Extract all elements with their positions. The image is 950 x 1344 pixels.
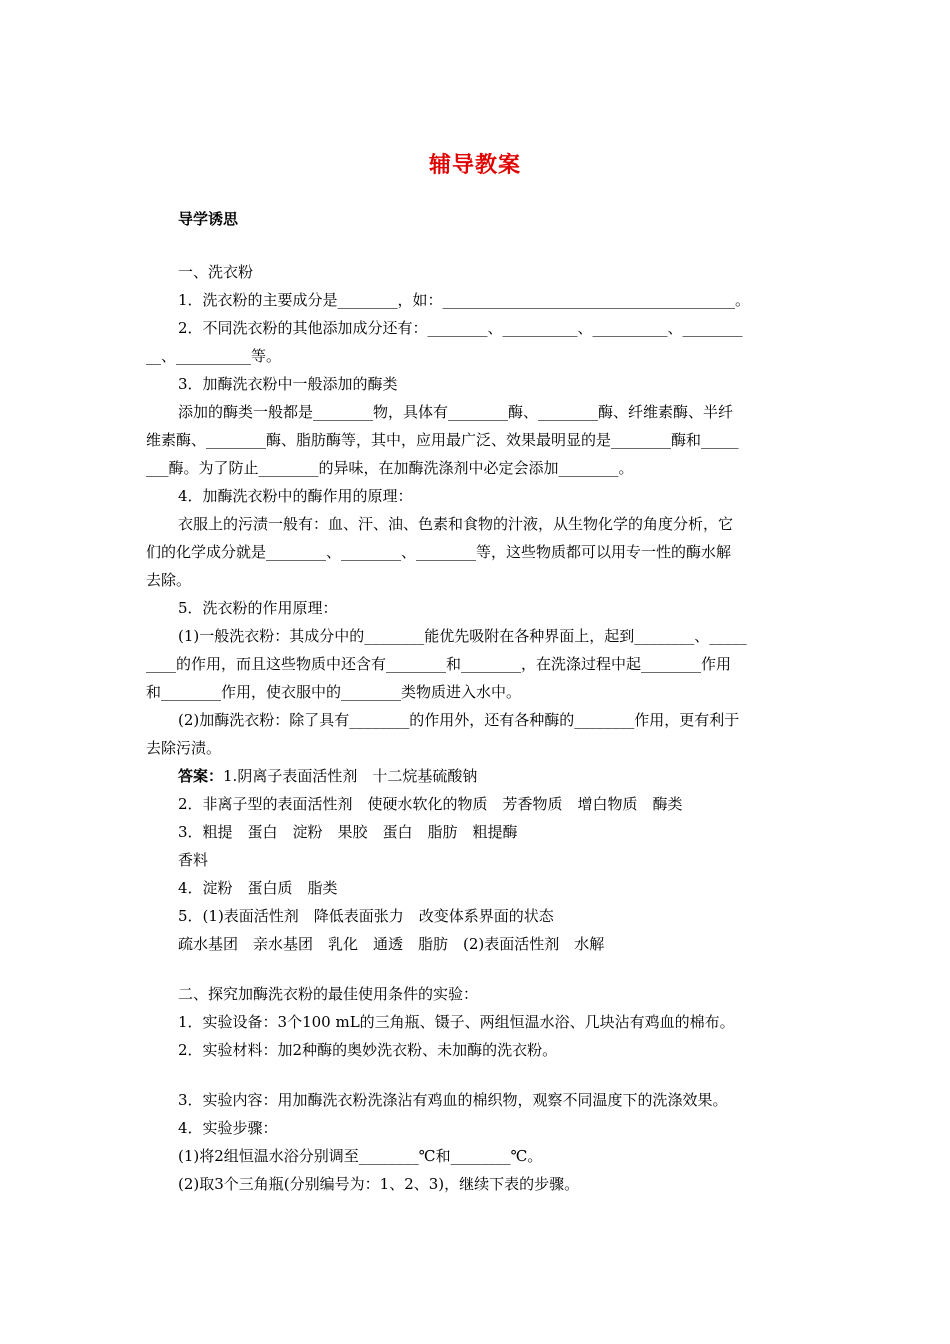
- step-4-sub-2: (2)取3个三角瓶(分别编号为：1、2、3)，继续下表的步骤。: [178, 1175, 580, 1193]
- answer-4: 4．淀粉 蛋白质 脂类: [178, 879, 338, 897]
- question-4-heading: 4．加酶洗衣粉中的酶作用的原理：: [178, 487, 413, 505]
- question-4-line-1: 衣服上的污渍一般有：血、汗、油、色素和食物的汁液，从生物化学的角度分析，它: [178, 515, 734, 533]
- answer-5: 5．(1)表面活性剂 降低表面张力 改变体系界面的状态: [178, 907, 554, 925]
- question-3-line-3: ___酶。为了防止________的异味，在加酶洗涤剂中必定会添加________。: [146, 459, 634, 477]
- question-3-line-2: 维素酶、________酶、脂肪酶等，其中，应用最广泛、效果最明显的是________酶和_____: [146, 431, 739, 449]
- section-heading: 导学诱思: [178, 210, 239, 228]
- document-title: 辅导教案: [428, 153, 521, 178]
- question-5-line-4: (2)加酶洗衣粉：除了具有________的作用外，还有各种酶的________作用，更有利于: [178, 711, 740, 729]
- question-2-line-1: 2．不同洗衣粉的其他添加成分还有：________、__________、__________、________: [178, 319, 743, 337]
- spacer: [146, 958, 810, 980]
- answer-3: 3．粗提 蛋白 淀粉 果胶 蛋白 脂肪 粗提酶: [178, 823, 518, 841]
- answer-1: 1.阴离子表面活性剂 十二烷基硫酸钠: [223, 767, 478, 785]
- question-3-heading: 3．加酶洗衣粉中一般添加的酶类: [178, 375, 398, 393]
- step-4-sub-1: (1)将2组恒温水浴分别调至________℃和________℃。: [178, 1147, 543, 1165]
- answer-2: 2．非离子型的表面活性剂 使硬水软化的物质 芳香物质 增白物质 酶类: [178, 795, 683, 813]
- step-4-heading: 4．实验步骤：: [178, 1119, 278, 1137]
- question-3-line-1: 添加的酶类一般都是________物，具体有________酶、________酶、纤维素酶、半纤: [178, 403, 734, 421]
- step-2-materials: 2．实验材料：加2种酶的奥妙洗衣粉、未加酶的洗衣粉。: [178, 1041, 558, 1059]
- part2-heading: 二、探究加酶洗衣粉的最佳使用条件的实验：: [178, 985, 479, 1003]
- question-1: 1．洗衣粉的主要成分是________，如：_______________________________________。: [178, 291, 751, 309]
- question-5-line-3: 和________作用，使衣服中的________类物质进入水中。: [146, 683, 522, 701]
- question-4-line-2: 们的化学成分就是________、________、________等，这些物质都可以用专一性的酶水解: [146, 543, 732, 561]
- document-body: [146, 258, 810, 1198]
- answer-label: 答案：: [178, 767, 224, 785]
- question-5-line-1: (1)一般洗衣粉：其成分中的________能优先吸附在各种界面上，起到________、_____: [178, 627, 747, 645]
- question-5-heading: 5．洗衣粉的作用原理：: [178, 599, 338, 617]
- answer-line-1: [146, 762, 810, 790]
- question-5-line-2: ____的作用，而且这些物质中还含有________和________，在洗涤过程中起________作用: [146, 655, 732, 673]
- step-1-equipment: 1．实验设备：3个100 mL的三角瓶、镊子、两组恒温水浴、几块沾有鸡血的棉布。: [178, 1013, 735, 1031]
- spacer: [146, 1064, 810, 1086]
- question-2-line-2: __、__________等。: [146, 347, 282, 365]
- answer-5-continued: 疏水基团 亲水基团 乳化 通透 脂肪 (2)表面活性剂 水解: [178, 935, 605, 953]
- part1-heading: 一、洗衣粉: [178, 263, 254, 281]
- question-4-line-3: 去除。: [146, 571, 192, 589]
- answer-3-continued: 香料: [178, 851, 209, 869]
- step-3-content: 3．实验内容：用加酶洗衣粉洗涤沾有鸡血的棉织物，观察不同温度下的洗涤效果。: [178, 1091, 728, 1109]
- question-5-line-5: 去除污渍。: [146, 739, 222, 757]
